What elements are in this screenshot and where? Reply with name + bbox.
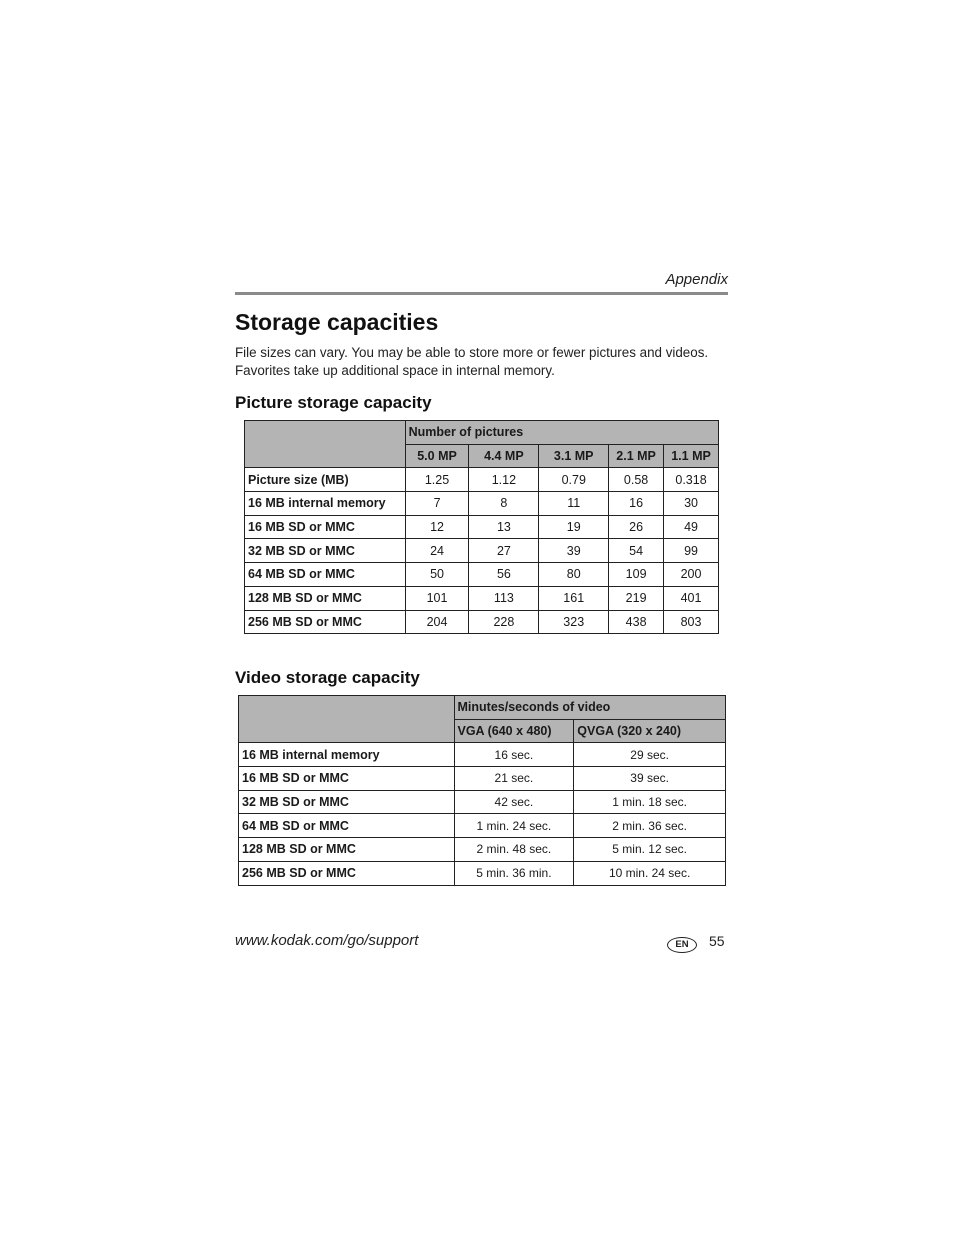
- table-cell: 228: [469, 610, 539, 634]
- row-label: 16 MB SD or MMC: [245, 515, 406, 539]
- table-row: [239, 861, 726, 885]
- picture-storage-title: Picture storage capacity: [235, 393, 432, 412]
- row-label: 128 MB SD or MMC: [245, 586, 406, 610]
- column-header: 3.1 MP: [539, 444, 609, 468]
- table-cell: 50: [405, 563, 469, 587]
- table-cell: 39: [539, 539, 609, 563]
- table-cell: 8: [469, 492, 539, 516]
- table-cell: 1 min. 24 sec.: [454, 814, 574, 838]
- table-header-row: [245, 421, 719, 445]
- column-group-header: Number of pictures: [405, 421, 718, 445]
- table-cell: 30: [664, 492, 719, 516]
- table-cell: 10 min. 24 sec.: [574, 861, 726, 885]
- table-row: [239, 838, 726, 862]
- table-cell: 49: [664, 515, 719, 539]
- row-label: 16 MB internal memory: [239, 743, 455, 767]
- table-row: [245, 610, 719, 634]
- table-row: [239, 790, 726, 814]
- table-cell: 29 sec.: [574, 743, 726, 767]
- table-cell: 401: [664, 586, 719, 610]
- table-cell: 0.318: [664, 468, 719, 492]
- table-cell: 21 sec.: [454, 767, 574, 791]
- table-row: [239, 743, 726, 767]
- table-cell: 161: [539, 586, 609, 610]
- table-cell: 39 sec.: [574, 767, 726, 791]
- table-cell: 16 sec.: [454, 743, 574, 767]
- table-row: [245, 563, 719, 587]
- table-cell: 109: [609, 563, 664, 587]
- intro-paragraph: File sizes can vary. You may be able to store more or fewer pictures and videos. Favorites take up additional space in internal memory.: [235, 345, 709, 378]
- table-cell: 113: [469, 586, 539, 610]
- table-cell: 2 min. 48 sec.: [454, 838, 574, 862]
- column-header: 5.0 MP: [405, 444, 469, 468]
- table-cell: 1.25: [405, 468, 469, 492]
- table-cell: 27: [469, 539, 539, 563]
- table-cell: 19: [539, 515, 609, 539]
- column-header: QVGA (320 x 240): [574, 719, 726, 743]
- column-header: VGA (640 x 480): [454, 719, 574, 743]
- table-cell: 0.79: [539, 468, 609, 492]
- table-cell: 1 min. 18 sec.: [574, 790, 726, 814]
- column-header: 4.4 MP: [469, 444, 539, 468]
- table-cell: 54: [609, 539, 664, 563]
- table-cell: 99: [664, 539, 719, 563]
- row-label: 16 MB internal memory: [245, 492, 406, 516]
- table-cell: 7: [405, 492, 469, 516]
- page-title: Storage capacities: [235, 309, 439, 335]
- table-cell: 101: [405, 586, 469, 610]
- table-cell: 80: [539, 563, 609, 587]
- column-header: 2.1 MP: [609, 444, 664, 468]
- row-label: 32 MB SD or MMC: [245, 539, 406, 563]
- column-header: 1.1 MP: [664, 444, 719, 468]
- row-label: 16 MB SD or MMC: [239, 767, 455, 791]
- column-group-header: Minutes/seconds of video: [454, 696, 726, 720]
- row-label: 256 MB SD or MMC: [245, 610, 406, 634]
- table-cell: 24: [405, 539, 469, 563]
- table-row: [245, 586, 719, 610]
- picture-storage-table: [244, 420, 719, 634]
- row-label: 64 MB SD or MMC: [239, 814, 455, 838]
- table-cell: 42 sec.: [454, 790, 574, 814]
- table-cell: 1.12: [469, 468, 539, 492]
- section-label: Appendix: [665, 271, 728, 288]
- table-cell: 438: [609, 610, 664, 634]
- header-rule: [235, 292, 728, 295]
- table-cell: 5 min. 36 min.: [454, 861, 574, 885]
- table-cell: 16: [609, 492, 664, 516]
- table-cell: 219: [609, 586, 664, 610]
- table-row: [245, 539, 719, 563]
- table-header-row: [239, 696, 726, 720]
- table-cell: 12: [405, 515, 469, 539]
- table-row: [245, 515, 719, 539]
- table-cell: 204: [405, 610, 469, 634]
- row-label: 256 MB SD or MMC: [239, 861, 455, 885]
- table-cell: 26: [609, 515, 664, 539]
- table-cell: 11: [539, 492, 609, 516]
- video-storage-title: Video storage capacity: [235, 668, 420, 687]
- table-cell: 0.58: [609, 468, 664, 492]
- table-row: [239, 767, 726, 791]
- table-row: [239, 814, 726, 838]
- footer-support-url[interactable]: www.kodak.com/go/support: [235, 932, 419, 949]
- table-corner-cell: [245, 421, 406, 468]
- table-cell: 200: [664, 563, 719, 587]
- row-label: 128 MB SD or MMC: [239, 838, 455, 862]
- page-number: 55: [709, 933, 725, 949]
- table-cell: 323: [539, 610, 609, 634]
- table-corner-cell: [239, 696, 455, 743]
- table-cell: 56: [469, 563, 539, 587]
- table-cell: 5 min. 12 sec.: [574, 838, 726, 862]
- row-label: 32 MB SD or MMC: [239, 790, 455, 814]
- video-storage-table: [238, 695, 726, 886]
- table-row: [245, 468, 719, 492]
- table-row: [245, 492, 719, 516]
- row-label: Picture size (MB): [245, 468, 406, 492]
- table-cell: 13: [469, 515, 539, 539]
- row-label: 64 MB SD or MMC: [245, 563, 406, 587]
- language-badge: EN: [667, 937, 697, 953]
- table-cell: 2 min. 36 sec.: [574, 814, 726, 838]
- table-cell: 803: [664, 610, 719, 634]
